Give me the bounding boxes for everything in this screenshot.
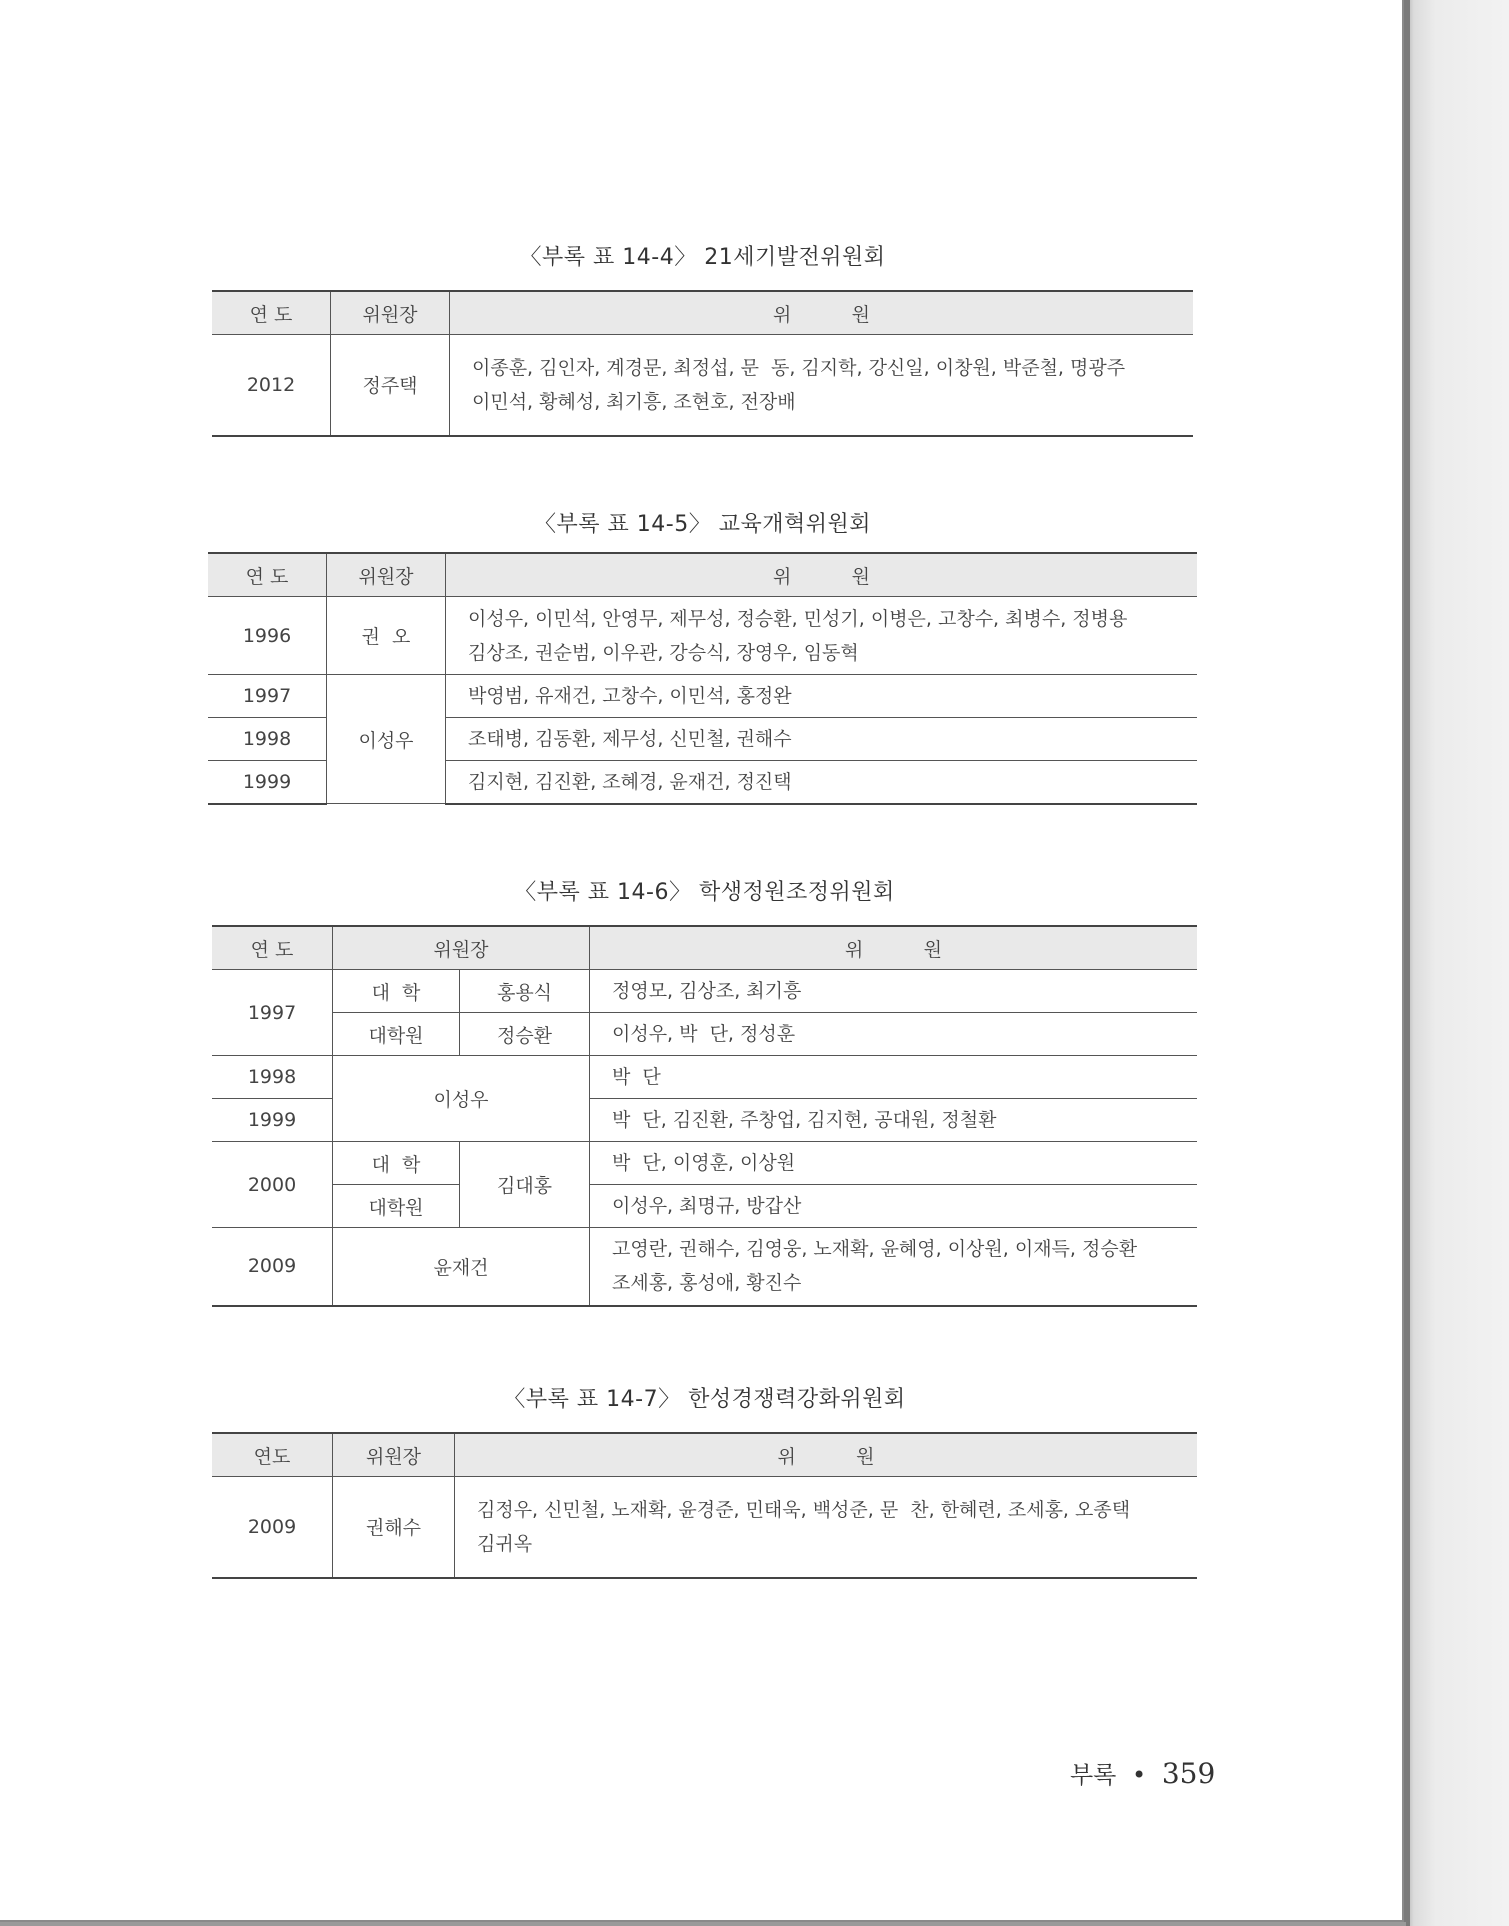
- cell-year: 1996: [208, 597, 327, 675]
- header-year: 연 도: [212, 291, 331, 335]
- header-chair: 위원장: [331, 291, 450, 335]
- table-21st-century-committee: [212, 290, 1193, 437]
- table-caption: 〈부록 표 14-7〉 한성경쟁력강화위원회: [503, 1387, 906, 1412]
- cell-year: 1997: [208, 675, 327, 718]
- header-members: 위 원: [590, 926, 1198, 970]
- header-members: 위 원: [446, 553, 1198, 597]
- page-edge-shadow: [1406, 0, 1509, 1926]
- cell-chair: 정주택: [331, 335, 450, 436]
- cell-division: 대 학: [333, 1142, 460, 1185]
- cell-year: 1998: [208, 718, 327, 761]
- cell-year: 1997: [212, 970, 333, 1056]
- cell-chair: 이성우: [333, 1056, 590, 1142]
- cell-members: 이성우, 이민석, 안영무, 제무성, 정승환, 민성기, 이병은, 고창수, 최병수, 정병용 김상조, 권순범, 이우관, 강승식, 장영우, 임동혁: [446, 597, 1198, 675]
- cell-year: 2009: [212, 1477, 333, 1578]
- cell-year: 2009: [212, 1228, 333, 1306]
- page-number: 359: [1161, 1757, 1216, 1790]
- footer-label: 부록: [1070, 1761, 1117, 1789]
- cell-members: 이성우, 최명규, 방갑산: [590, 1185, 1198, 1228]
- cell-year: 2000: [212, 1142, 333, 1228]
- cell-year: 1998: [212, 1056, 333, 1099]
- footer-bullet: •: [1132, 1761, 1147, 1789]
- cell-members: 이종훈, 김인자, 계경문, 최정섭, 문 동, 김지학, 강신일, 이창원, 박준철, 명광주 이민석, 황혜성, 최기흥, 조현호, 전장배: [450, 335, 1194, 436]
- header-members: 위 원: [450, 291, 1194, 335]
- cell-members: 박 단: [590, 1056, 1198, 1099]
- cell-members: 조태병, 김동환, 제무성, 신민철, 권해수: [446, 718, 1198, 761]
- cell-chair: 권 오: [327, 597, 446, 675]
- header-year: 연 도: [212, 926, 333, 970]
- page-footer: [1070, 1755, 1215, 1790]
- cell-chair: 정승환: [460, 1013, 590, 1056]
- cell-members: 이성우, 박 단, 정성훈: [590, 1013, 1198, 1056]
- header-year: 연도: [212, 1433, 333, 1477]
- cell-year: 1999: [212, 1099, 333, 1142]
- table-education-reform-committee: [208, 552, 1197, 805]
- header-chair: 위원장: [333, 926, 590, 970]
- cell-division: 대 학: [333, 970, 460, 1013]
- cell-year: 2012: [212, 335, 331, 436]
- cell-members: 김정우, 신민철, 노재확, 윤경준, 민태욱, 백성준, 문 찬, 한혜련, 조세홍, 오종택 김귀옥: [455, 1477, 1198, 1578]
- table-caption: 〈부록 표 14-4〉 21세기발전위원회: [519, 245, 886, 270]
- cell-year: 1999: [208, 761, 327, 804]
- header-members: 위 원: [455, 1433, 1198, 1477]
- cell-members: 박영범, 유재건, 고창수, 이민석, 홍정완: [446, 675, 1198, 718]
- cell-division: 대학원: [333, 1185, 460, 1228]
- header-year: 연 도: [208, 553, 327, 597]
- table-hansung-competitiveness-committee: [212, 1432, 1197, 1579]
- cell-chair: 김대홍: [460, 1142, 590, 1228]
- table-enrollment-adjustment-committee: [212, 925, 1197, 1307]
- cell-members: 박 단, 김진환, 주창업, 김지현, 공대원, 정철환: [590, 1099, 1198, 1142]
- page-edge-line: [1404, 0, 1410, 1926]
- table-caption: 〈부록 표 14-5〉 교육개혁위원회: [534, 512, 871, 537]
- cell-members: 고영란, 권해수, 김영웅, 노재확, 윤혜영, 이상원, 이재득, 정승환 조세홍, 홍성애, 황진수: [590, 1228, 1198, 1306]
- page-bottom-edge: [0, 1922, 1406, 1926]
- cell-members: 정영모, 김상조, 최기흥: [590, 970, 1198, 1013]
- cell-members: 김지현, 김진환, 조혜경, 윤재건, 정진택: [446, 761, 1198, 804]
- cell-chair: 윤재건: [333, 1228, 590, 1306]
- header-chair: 위원장: [327, 553, 446, 597]
- cell-members: 박 단, 이영훈, 이상원: [590, 1142, 1198, 1185]
- table-caption: 〈부록 표 14-6〉 학생정원조정위원회: [514, 880, 895, 905]
- cell-chair: 권해수: [333, 1477, 455, 1578]
- cell-division: 대학원: [333, 1013, 460, 1056]
- cell-chair: 홍용식: [460, 970, 590, 1013]
- header-chair: 위원장: [333, 1433, 455, 1477]
- cell-chair: 이성우: [327, 675, 446, 804]
